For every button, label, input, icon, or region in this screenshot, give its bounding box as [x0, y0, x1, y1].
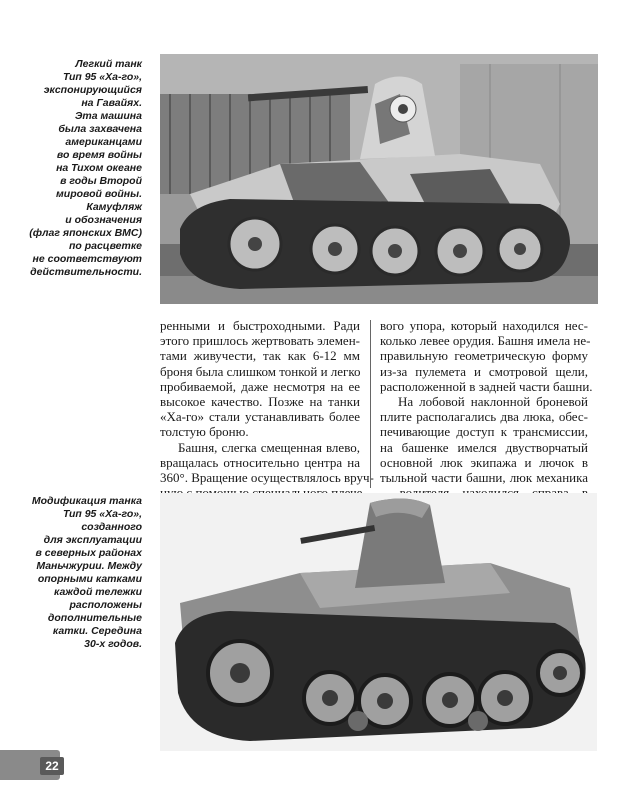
caption-line: (флаг японских ВМС) — [29, 227, 142, 239]
caption-line: Легкий танк — [75, 58, 142, 70]
paragraph-line: На лобовой наклонной броневой — [398, 394, 588, 410]
text-column-left — [160, 318, 374, 500]
paragraph-line: пробиваемой, даже несмотря на ее — [160, 378, 360, 394]
paragraph-line: 360°. Вращение осуществлялось вруч- — [160, 470, 374, 486]
caption-line: каждой тележки — [54, 586, 142, 598]
caption-line: по расцветке — [68, 240, 142, 252]
paragraph-line: высокое качество. Позже на танки — [160, 394, 360, 410]
caption-line: и обозначения — [65, 214, 142, 226]
caption-line: катки. Середина — [52, 625, 142, 637]
caption-line: в северных районах — [35, 547, 142, 559]
page-number: 22 — [40, 757, 64, 775]
caption-line: на Гавайях. — [81, 97, 142, 109]
caption-line: Маньчжурии. Между — [36, 560, 142, 572]
paragraph-line: плите располагались два люка, обес- — [380, 409, 588, 425]
paragraph-line: вого упора, который находился нес- — [380, 318, 588, 333]
paragraph-line: на башенке имелся двустворчатый — [380, 439, 588, 455]
column-divider — [370, 320, 371, 488]
caption-line: была захвачена — [58, 123, 142, 135]
paragraph-line: основной люк экипажа и лючок в — [380, 454, 588, 470]
bottom-tank-photo — [160, 493, 597, 751]
caption-line: Тип 95 «Ха-го», — [62, 508, 142, 520]
caption-line: для эксплуатации — [43, 534, 142, 546]
text-column-right — [380, 318, 593, 500]
paragraph-line: вращалась относительно центра на — [160, 454, 360, 470]
top-photo-caption — [20, 58, 142, 279]
paragraph-line: из-за пулемета и смотровой щели, — [380, 363, 588, 379]
caption-line: дополнительные — [47, 612, 142, 624]
paragraph-line: печивающие доступ к трансмиссии, — [380, 424, 588, 440]
bottom-photo-caption — [20, 495, 142, 651]
caption-line: Эта машина — [74, 110, 142, 122]
caption-line: действительности. — [30, 266, 142, 278]
paragraph-line: тами живучести, так как 6-12 мм — [160, 348, 360, 364]
caption-line: Модификация танка — [31, 495, 142, 507]
caption-line: на Тихом океане — [56, 162, 142, 174]
caption-line: во время войны — [56, 149, 142, 161]
caption-line: не соответствуют — [32, 253, 142, 265]
caption-line: расположены — [69, 599, 142, 611]
paragraph-line: расположенной в задней части башни. — [380, 378, 593, 394]
paragraph-line: «Ха-го» стали устанавливать более — [160, 409, 360, 425]
paragraph-line: тыльной части башни, люк механика — [380, 470, 588, 486]
paragraph-line: колько левее орудия. Башня имела не- — [380, 333, 591, 349]
paragraph-line: ренными и быстроходными. Ради — [160, 318, 360, 333]
caption-line: Тип 95 «Ха-го», — [62, 71, 142, 83]
paragraph-line: правильную геометрическую форму — [380, 348, 588, 364]
caption-line: опорными катками — [37, 573, 142, 585]
caption-line: 30-х годов. — [84, 638, 142, 650]
paragraph-line: этого пришлось жертвовать элемен- — [160, 333, 360, 349]
caption-line: американцами — [65, 136, 142, 148]
caption-line: Камуфляж — [86, 201, 142, 213]
caption-line: в годы Второй — [60, 175, 142, 187]
caption-line: созданного — [81, 521, 142, 533]
top-tank-photo — [160, 54, 598, 304]
paragraph-line: броня была слишком тонкой и легко — [160, 363, 361, 379]
paragraph-line: толстую броню. — [160, 424, 249, 440]
caption-line: экспонирующийся — [43, 84, 142, 96]
caption-line: мировой войны. — [56, 188, 142, 200]
paragraph-line: Башня, слегка смещенная влево, — [178, 439, 360, 455]
